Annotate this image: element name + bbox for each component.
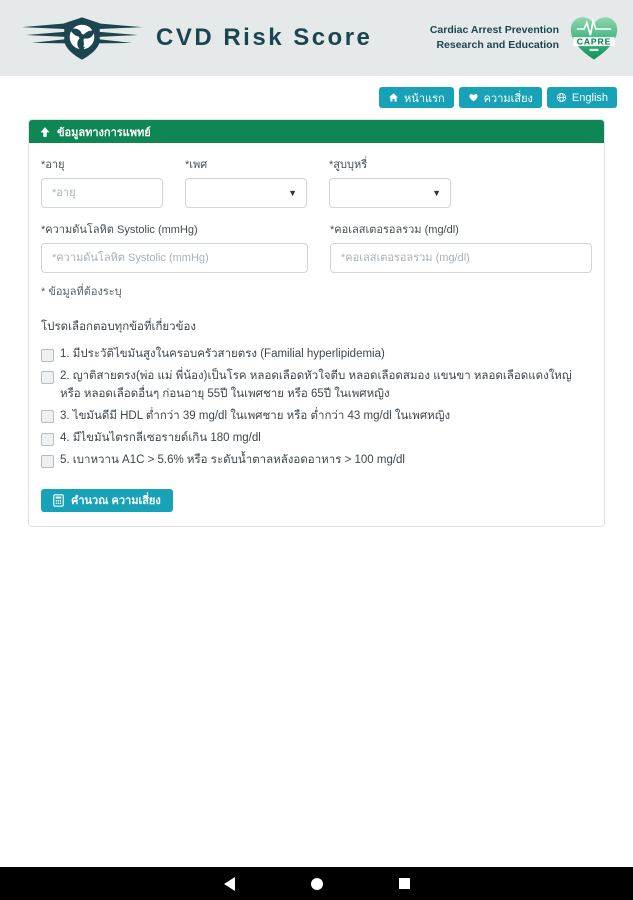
form-row-2 [41,220,592,273]
app-subtitle-line2: Research and Education [436,39,559,51]
smoking-select[interactable] [329,178,451,208]
app-subtitle [430,23,559,52]
risk-button-label: ความเสี่ยง [483,92,533,105]
calculate-risk-button-label: คำนวณ ความเสี่ยง [71,495,161,507]
sex-field-group [185,155,307,208]
android-home-icon[interactable] [311,878,323,890]
winged-shield-logo-icon [18,12,146,64]
risk-factor-checklist [41,346,592,470]
systolic-label: *ความดันโลหิต Systolic (mmHg) [41,224,198,236]
systolic-field-group [41,220,308,273]
age-label: *อายุ [41,159,65,171]
nav-bar [0,87,617,108]
checkbox[interactable] [41,371,54,384]
checkbox[interactable] [41,410,54,423]
panel-title: ข้อมูลทางการแพทย์ [57,126,151,139]
form-row-1 [41,155,592,208]
checklist-item-label: 1. มีประวัติไขมันสูงในครอบครัวสายตรง (Familial hyperlipidemia) [60,348,385,360]
app-subtitle-line1: Cardiac Arrest Prevention [429,24,559,37]
checkbox[interactable] [41,349,54,362]
cholesterol-field-group [330,220,592,273]
globe-icon [556,92,567,103]
home-button-label: หน้าแรก [404,92,445,105]
panel-header[interactable] [29,120,604,143]
chevron-down-icon: ▼ [288,187,297,198]
heart-icon [468,92,479,103]
language-button-label: English [571,91,608,104]
medical-info-panel [28,119,605,527]
app-title: CVD Risk Score [156,24,373,51]
android-recents-icon[interactable] [399,878,410,889]
app-header [0,0,633,76]
arrow-up-icon [39,126,51,138]
panel-body [29,143,604,526]
chevron-down-icon: ▼ [432,187,441,198]
checklist-item-1[interactable] [41,346,592,363]
checklist-item-label: 3. ไขมันดีมี HDL ต่ำกว่า 39 mg/dl ในเพศชาย หรือ ต่ำกว่า 43 mg/dl ในเพศหญิง [60,409,451,422]
checklist-intro: โปรดเลือกตอบทุกข้อที่เกี่ยวข้อง [41,321,197,333]
systolic-input[interactable] [41,243,308,273]
calculator-icon [53,494,64,507]
sex-label: *เพศ [185,159,208,171]
checklist-item-label: 5. เบาหวาน A1C > 5.6% หรือ ระดับน้ำตาลหลังอดอาหาร > 100 mg/dl [60,454,405,467]
smoking-label: *สูบบุหรี่ [329,159,368,171]
capre-heart-logo-icon [567,12,621,64]
checkbox[interactable] [41,455,54,468]
risk-button[interactable] [459,87,542,108]
checklist-item-3[interactable] [41,408,592,425]
checklist-item-5[interactable] [41,452,592,469]
checklist-item-label: 2. ญาติสายตรง(พ่อ แม่ พี่น้อง)เป็นโรค หลอดเลือดหัวใจตีบ หลอดเลือดสมอง แขนขา หลอดเลือดแดงใหญ่ หรือ หลอดเลือดอื่นๆ ก่อนอายุ 55ปี ในเพศชาย หรือ 65ปี ในเพศหญิง [60,370,572,400]
android-back-icon[interactable] [224,877,235,891]
capre-logo-text: CAPRE [576,36,612,47]
home-icon [388,92,399,103]
cholesterol-input[interactable] [330,243,592,273]
required-fields-note: * ข้อมูลที่ต้องระบุ [41,286,122,298]
android-navigation-bar [0,867,633,900]
checkbox[interactable] [41,433,54,446]
checklist-item-2[interactable] [41,368,592,403]
age-input[interactable] [41,178,163,208]
calculate-risk-button[interactable] [41,489,173,512]
cholesterol-label: *คอเลสเตอรอลรวม (mg/dl) [330,224,459,236]
checklist-item-4[interactable] [41,430,592,447]
language-button[interactable] [547,87,617,108]
smoking-field-group [329,155,451,208]
sex-select[interactable] [185,178,307,208]
checklist-item-label: 4. มีไขมันไตรกลีเซอรายด์เกิน 180 mg/dl [60,432,261,444]
age-field-group [41,155,163,208]
home-button[interactable] [379,87,454,108]
